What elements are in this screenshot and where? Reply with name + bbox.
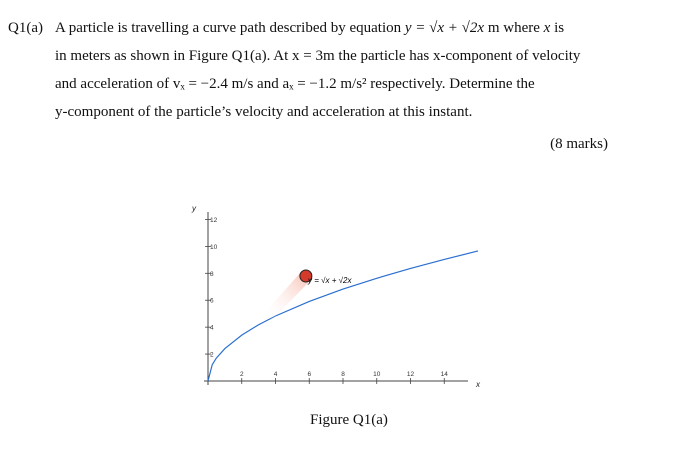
- question-number: Q1(a): [8, 20, 43, 36]
- question-line-3: and acceleration of vₓ = −2.4 m/s and aₓ = −1.2 m/s² respectively. Determine the: [55, 76, 535, 92]
- x-tick-label: 8: [341, 371, 345, 378]
- question-line-1-unit: m where: [484, 20, 544, 36]
- x-axis-label: x: [476, 380, 480, 389]
- y-axis-label: y: [192, 204, 196, 213]
- y-tick-label: 12: [210, 216, 218, 224]
- x-tick-label: 12: [406, 371, 415, 378]
- question-line-1-var: x: [543, 20, 551, 36]
- x-tick-label: 10: [373, 371, 381, 378]
- curve-line: [208, 251, 478, 381]
- y-tick-label: 8: [210, 270, 214, 278]
- x-tick-label: 4: [273, 371, 278, 378]
- question-text: [55, 14, 655, 126]
- curve-label: y = √x + √2x: [308, 276, 352, 285]
- x-tick-label: 6: [307, 371, 312, 378]
- marks-label: (8 marks): [550, 136, 608, 152]
- figure-caption: Figure Q1(a): [310, 412, 388, 428]
- curve-plot: [160, 185, 480, 400]
- question-line-1: [55, 14, 655, 42]
- y-tick-label: 4: [210, 324, 214, 332]
- question-line-1-post: is: [550, 20, 565, 36]
- equation: y = √x + √2x: [404, 20, 485, 36]
- figure-q1a: [160, 185, 480, 400]
- question-line-1-pre: A particle is travelling a curve path described by equation: [55, 20, 405, 36]
- y-tick-label: 10: [210, 243, 218, 251]
- x-tick-label: 2: [239, 371, 244, 378]
- y-tick-label: 6: [210, 297, 214, 305]
- question-line-2: in meters as shown in Figure Q1(a). At x = 3m the particle has x-component of velocity: [55, 48, 581, 64]
- question-line-4: y-component of the particle’s velocity and acceleration at this instant.: [55, 104, 473, 120]
- y-tick-label: 2: [210, 351, 214, 359]
- x-tick-label: 14: [440, 371, 448, 378]
